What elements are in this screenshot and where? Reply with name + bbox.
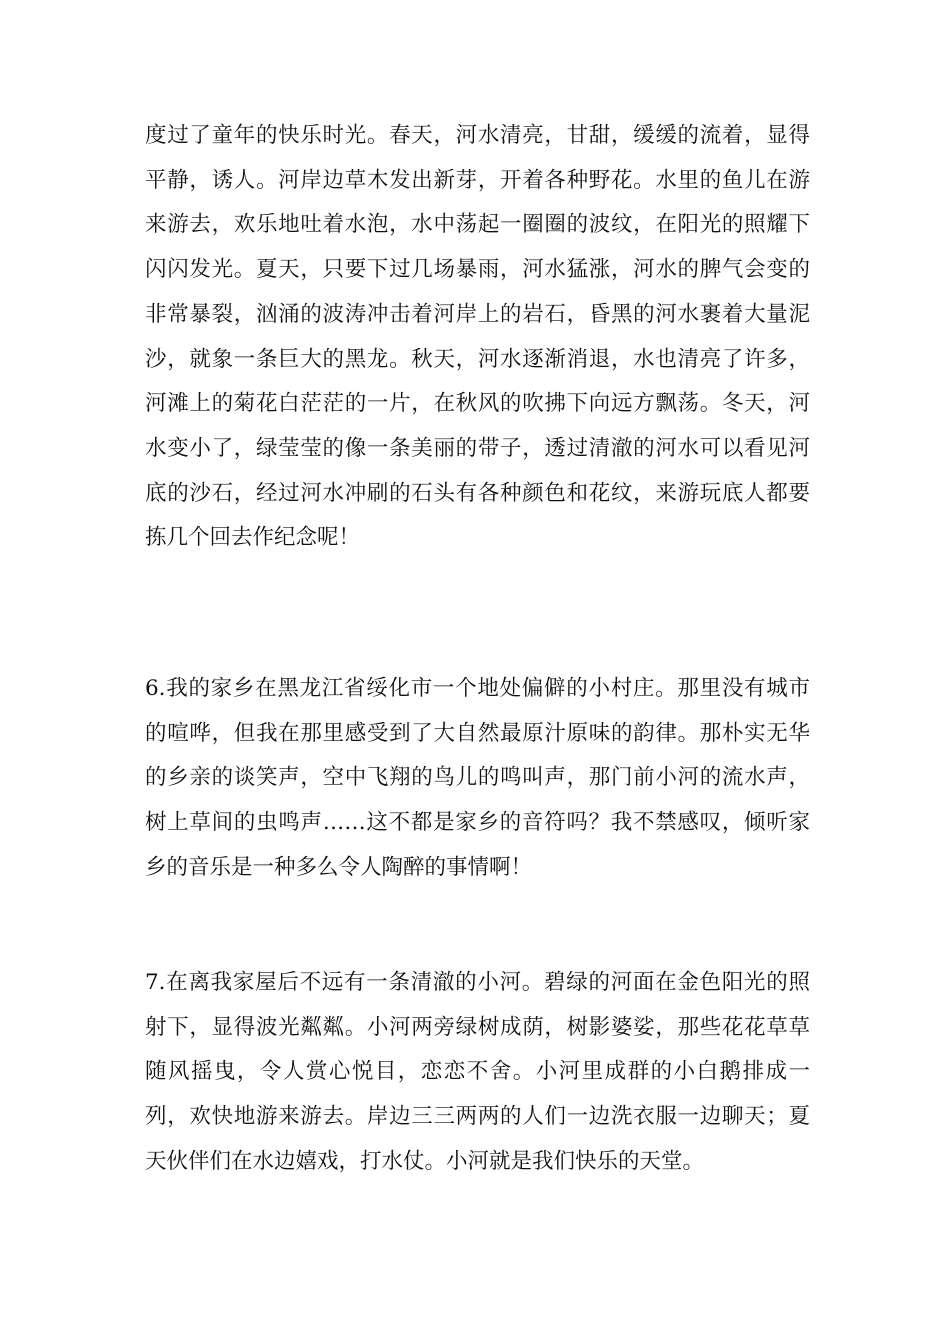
paragraph-hometown-music: 6.我的家乡在黑龙江省绥化市一个地处偏僻的小村庄。那里没有城市的喧哗，但我在那里感受到了大自然最原汁原味的韵律。那朴实无华的乡亲的谈笑声，空中飞翔的鸟儿的鸣叫声，那门前小河的流水声，树上草间的虫鸣声……这不都是家乡的音符吗？我不禁感叹，倾听家乡的音乐是一种多么令人陶醉的事情啊！ bbox=[145, 676, 810, 880]
paragraph-river-seasons: 度过了童年的快乐时光。春天，河水清亮，甘甜，缓缓的流着，显得平静，诱人。河岸边草木发出新芽，开着各种野花。水里的鱼儿在游来游去，欢乐地吐着水泡，水中荡起一圈圈的波纹，在阳光的照耀下闪闪发光。夏天，只要下过几场暴雨，河水猛涨，河水的脾气会变的非常暴裂，汹涌的波涛冲击着河岸上的岩石，昏黑的河水裹着大量泥沙，就象一条巨大的黑龙。秋天，河水逐渐消退，水也清亮了许多，河滩上的菊花白茫茫的一片，在秋风的吹拂下向远方飘荡。冬天，河水变小了，绿莹莹的像一条美丽的带子，透过清澈的河水可以看见河底的沙石，经过河水冲刷的石头有各种颜色和花纹，来游玩底人都要拣几个回去作纪念呢！ bbox=[145, 123, 810, 551]
paragraph-little-river: 7.在离我家屋后不远有一条清澈的小河。碧绿的河面在金色阳光的照射下，显得波光粼粼。小河两旁绿树成荫，树影婆娑，那些花花草草随风摇曳，令人赏心悦目，恋恋不舍。小河里成群的小白鹅排成一列，欢快地游来游去。岸边三三两两的人们一边洗衣服一边聊天；夏天伙伴们在水边嬉戏，打水仗。小河就是我们快乐的天堂。 bbox=[145, 970, 810, 1174]
